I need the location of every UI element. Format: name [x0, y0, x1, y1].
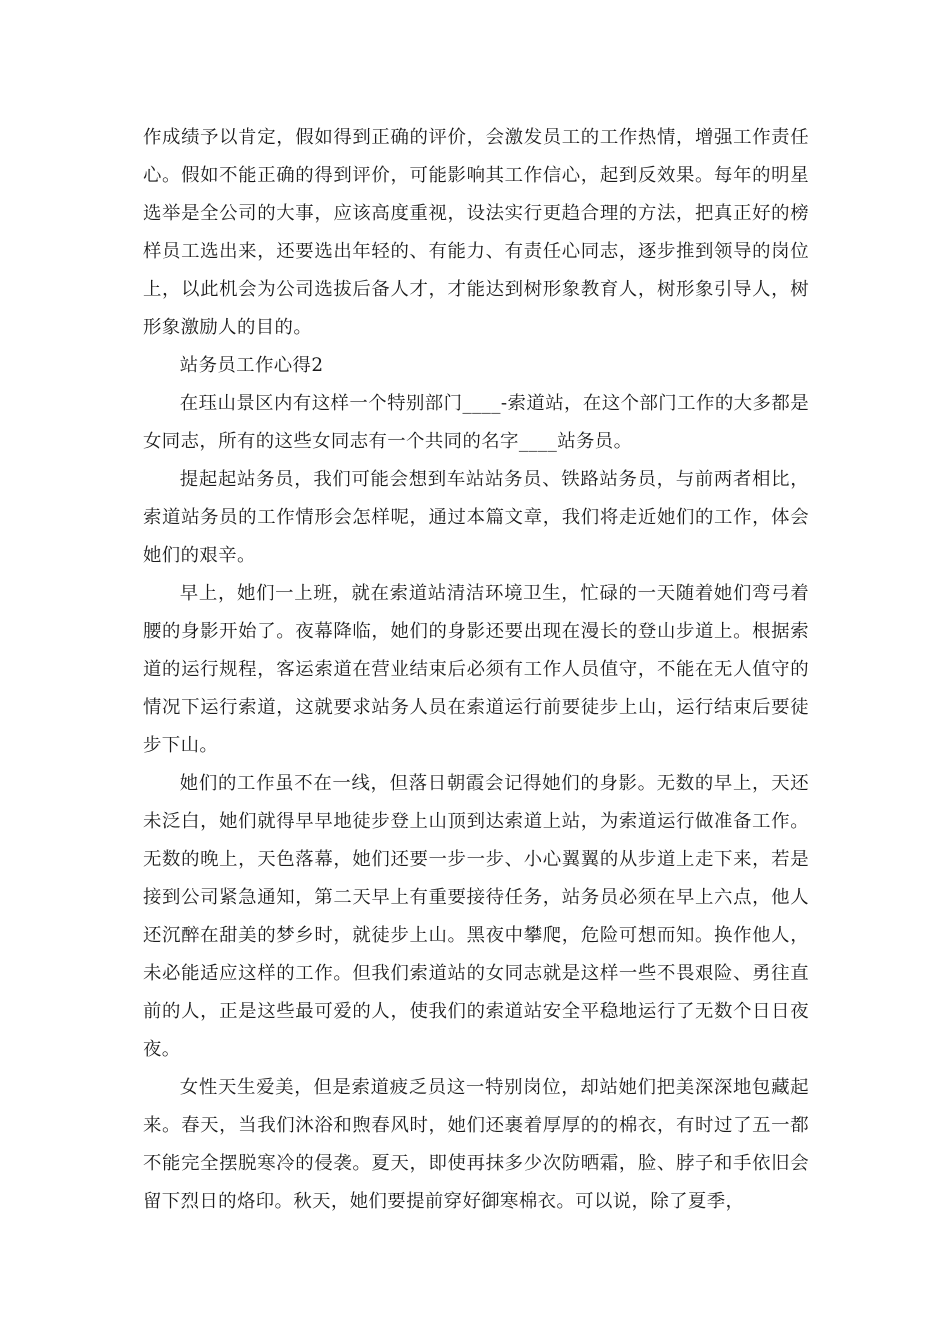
document-body: [143, 119, 809, 1221]
paragraph: 她们的工作虽不在一线，但落日朝霞会记得她们的身影。无数的早上，天还未泛白，她们就得早早地徒步登上山顶到达索道上站，为索道运行做准备工作。无数的晚上，天色落幕，她们还要一步一步、小心翼翼的从步道上走下来，若是接到公司紧急通知，第二天早上有重要接待任务，站务员必须在早上六点，他人还沉醉在甜美的梦乡时，就徒步上山。黑夜中攀爬，危险可想而知。换作他人，未必能适应这样的工作。但我们索道站的女同志就是这样一些不畏艰险、勇往直前的人，正是这些最可爱的人，使我们的索道站安全平稳地运行了无数个日日夜夜。: [143, 773, 809, 1060]
paragraph: 在珏山景区内有这样一个特别部门____-索道站，在这个部门工作的大多都是女同志，所有的这些女同志有一个共同的名字____站务员。: [143, 393, 809, 452]
paragraph-continuation: 作成绩予以肯定，假如得到正确的评价，会激发员工的工作热情，增强工作责任心。假如不能正确的得到评价，可能影响其工作信心，起到反效果。每年的明星选举是全公司的大事，应该高度重视，设法实行更趋合理的方法，把真正好的榜样员工选出来，还要选出年轻的、有能力、有责任心同志，逐步推到领导的岗位上，以此机会为公司选拔后备人才，才能达到树形象教育人，树形象引导人，树形象激励人的目的。: [143, 127, 809, 338]
section-heading: 站务员工作心得2: [179, 355, 324, 376]
paragraph: 提起起站务员，我们可能会想到车站站务员、铁路站务员，与前两者相比，索道站务员的工作情形会怎样呢，通过本篇文章，我们将走近她们的工作，体会她们的艰辛。: [143, 469, 809, 566]
paragraph: 女性天生爱美，但是索道疲乏员这一特别岗位，却站她们把美深深地包藏起来。春天，当我们沐浴和煦春风时，她们还裹着厚厚的的棉衣，有时过了五一都不能完全摆脱寒冷的侵袭。夏天，即使再抹多少次防晒霜，脸、脖子和手依旧会留下烈日的烙印。秋天，她们要提前穿好御寒棉衣。可以说，除了夏季，: [143, 1077, 809, 1212]
paragraph: 早上，她们一上班，就在索道站清洁环境卫生，忙碌的一天随着她们弯弓着腰的身影开始了。夜幕降临，她们的身影还要出现在漫长的登山步道上。根据索道的运行规程，客运索道在营业结束后必须有工作人员值守，不能在无人值守的情况下运行索道，这就要求站务人员在索道运行前要徒步上山，运行结束后要徒步下山。: [143, 583, 809, 756]
